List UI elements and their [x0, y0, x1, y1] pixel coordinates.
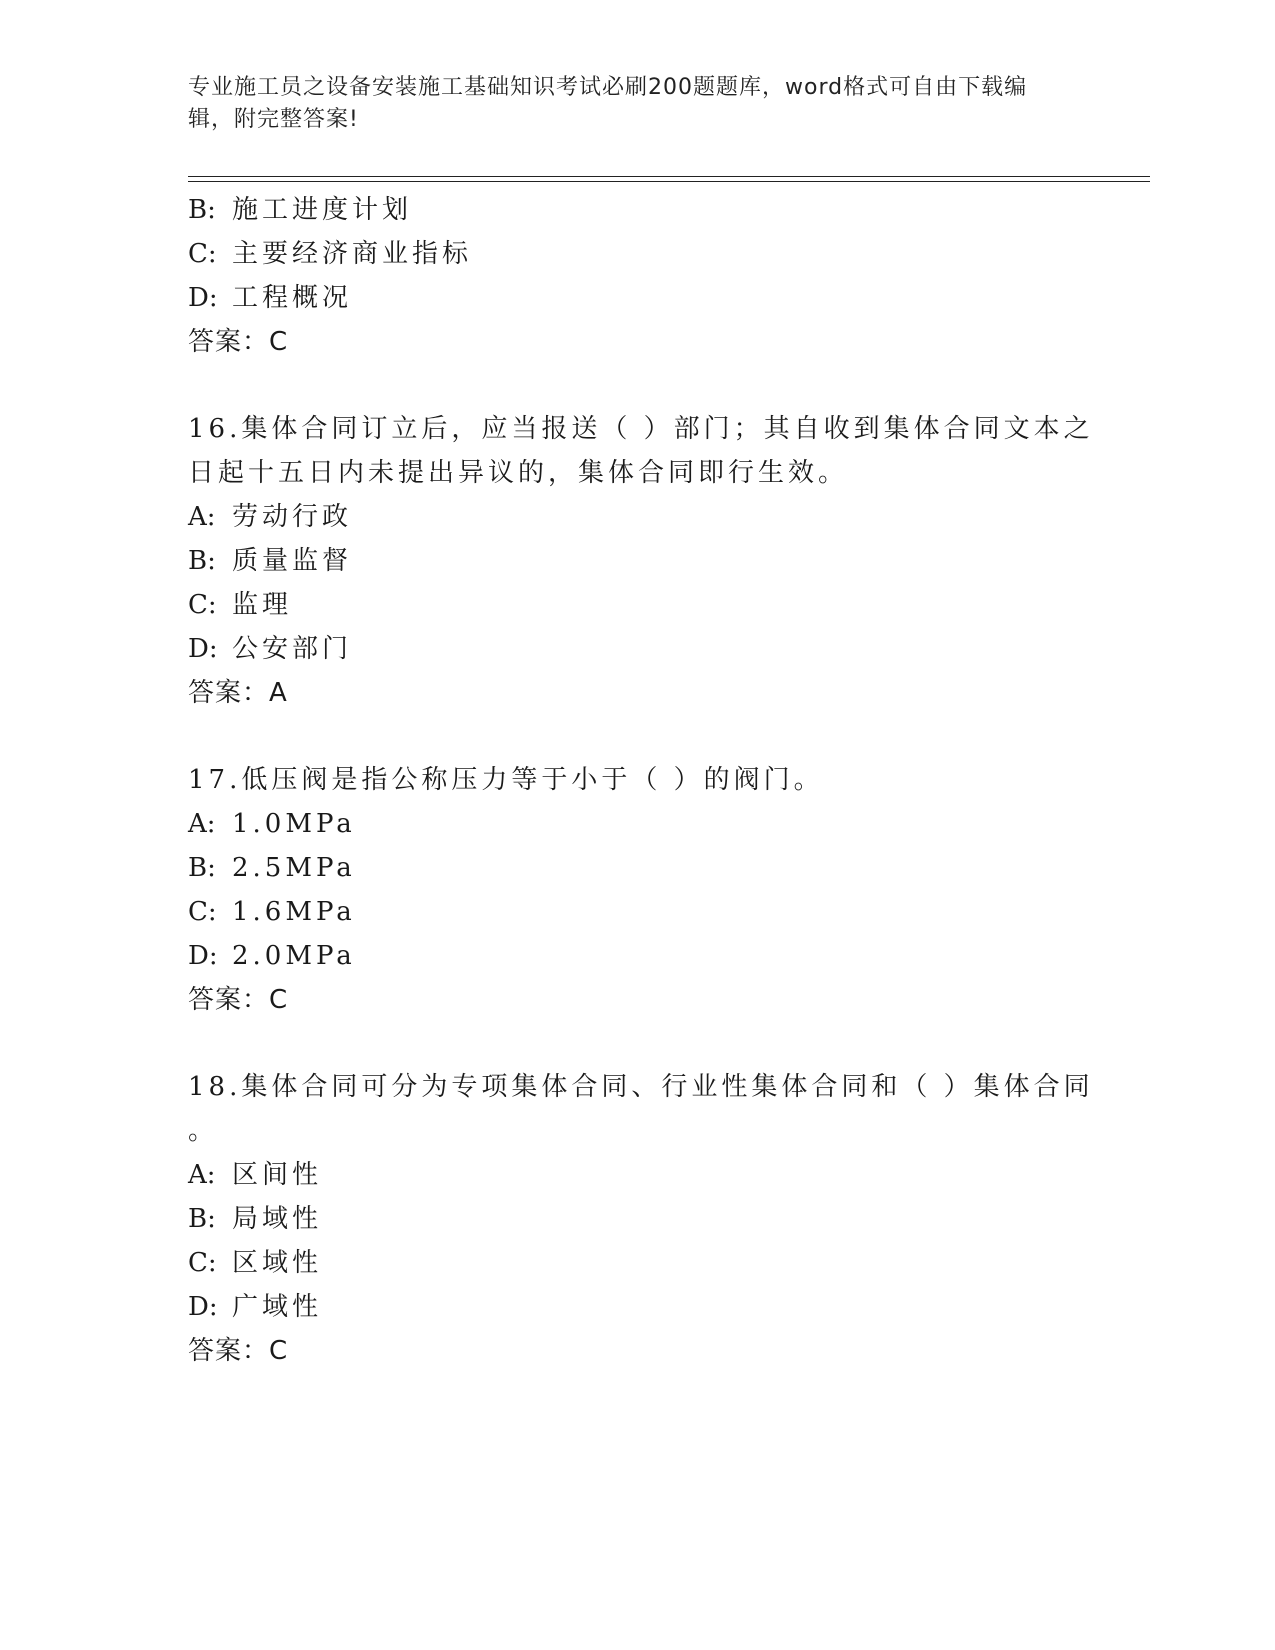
option-a [188, 808, 356, 840]
option-b [188, 852, 356, 884]
option-letter: B: [188, 1204, 216, 1234]
option-text: 区间性 [232, 1160, 323, 1190]
option-text: 劳动行政 [232, 502, 353, 532]
option-text: 施工进度计划 [232, 195, 413, 225]
option-c [188, 238, 472, 270]
option-letter: D: [188, 1292, 218, 1322]
option-text: 监理 [232, 590, 293, 620]
option-text: 1.0MPa [232, 809, 356, 839]
option-b [188, 545, 352, 577]
option-text: 2.5MPa [232, 853, 356, 883]
option-letter: B: [188, 853, 216, 883]
option-a [188, 1159, 322, 1191]
option-letter: A: [188, 502, 216, 532]
header-divider-bottom [188, 181, 1150, 182]
answer-line: 答案：C [188, 327, 289, 357]
option-letter: A: [188, 809, 216, 839]
header-divider-top [188, 176, 1150, 177]
question-18-stem-line2: 。 [188, 1116, 219, 1146]
question-16-stem-line2: 日起十五日内未提出异议的，集体合同即行生效。 [188, 458, 849, 488]
document-header: 专业施工员之设备安装施工基础知识考试必刷200题题库，word格式可自由下载编辑，附完整答案! [188, 75, 1028, 132]
option-letter: C: [188, 1248, 217, 1278]
option-letter: B: [188, 546, 216, 576]
answer-line: 答案：A [188, 678, 288, 708]
question-18-stem-line1: 18.集体合同可分为专项集体合同、行业性集体合同和（ ）集体合同 [188, 1072, 1094, 1102]
option-letter: B: [188, 195, 216, 225]
option-letter: D: [188, 283, 218, 313]
option-text: 主要经济商业指标 [232, 239, 473, 269]
option-b [188, 1203, 322, 1235]
option-text: 工程概况 [232, 283, 353, 313]
option-d [188, 940, 356, 972]
option-text: 区域性 [232, 1248, 323, 1278]
option-text: 局域性 [232, 1204, 323, 1234]
option-d [188, 633, 352, 665]
option-letter: C: [188, 239, 217, 269]
option-c [188, 896, 356, 928]
option-text: 1.6MPa [232, 897, 356, 927]
option-d [188, 1291, 322, 1323]
answer-line: 答案：C [188, 985, 289, 1015]
option-a [188, 501, 352, 533]
option-d [188, 282, 352, 314]
option-letter: D: [188, 634, 218, 664]
option-c [188, 589, 292, 621]
question-17-stem-line1: 17.低压阀是指公称压力等于小于（ ）的阀门。 [188, 765, 824, 795]
option-letter: A: [188, 1160, 216, 1190]
answer-line: 答案：C [188, 1336, 289, 1366]
option-text: 公安部门 [232, 634, 353, 664]
option-c [188, 1247, 322, 1279]
option-text: 2.0MPa [232, 941, 356, 971]
question-16-stem-line1: 16.集体合同订立后，应当报送（ ）部门；其自收到集体合同文本之 [188, 414, 1094, 444]
option-text: 质量监督 [232, 546, 353, 576]
option-letter: C: [188, 590, 217, 620]
option-letter: D: [188, 941, 218, 971]
option-text: 广域性 [232, 1292, 323, 1322]
option-letter: C: [188, 897, 217, 927]
option-b [188, 194, 412, 226]
